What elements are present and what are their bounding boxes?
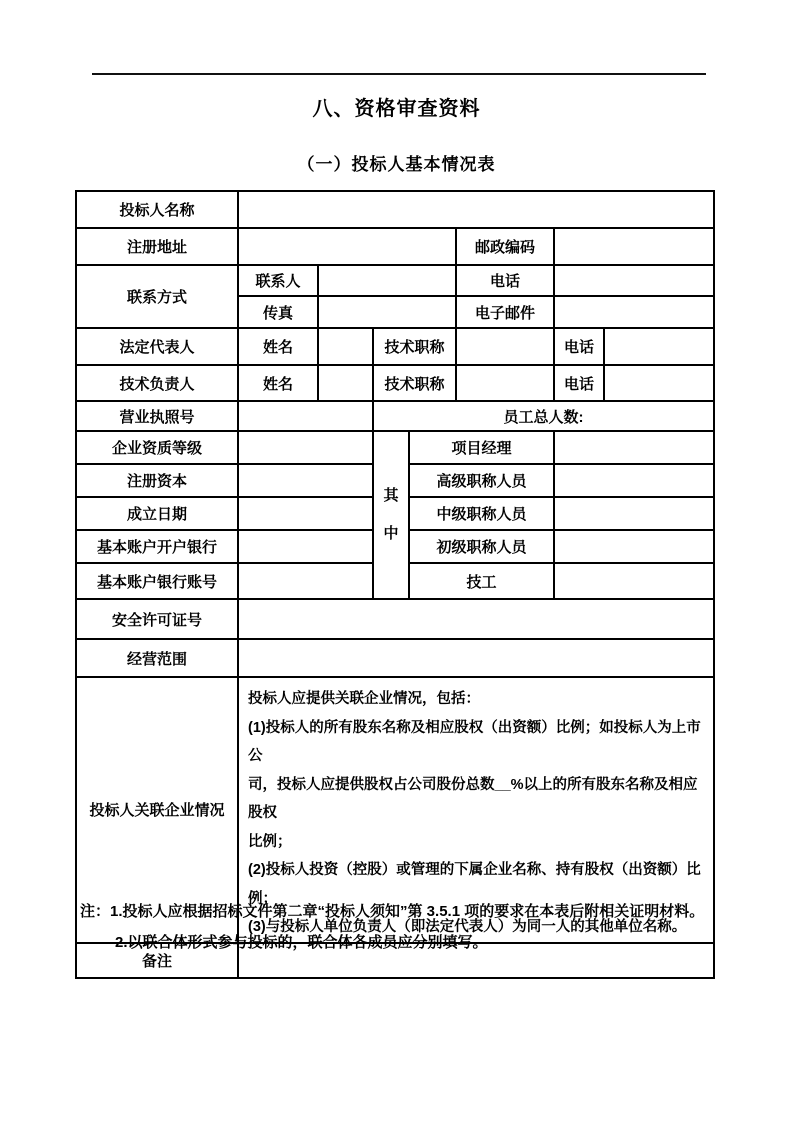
business-license-label: 营业执照号 — [76, 401, 238, 431]
technician-value — [554, 563, 714, 599]
tech-lead-name-label: 姓名 — [238, 365, 318, 401]
qualification-grade-value — [238, 431, 373, 464]
legal-rep-name-value — [318, 328, 373, 365]
tech-lead-phone-value — [604, 365, 714, 401]
affiliates-line: 比例； — [248, 833, 292, 850]
table-row — [76, 431, 714, 464]
postal-code-label: 邮政编码 — [456, 228, 554, 265]
founding-date-value — [238, 497, 373, 530]
table-row — [76, 265, 714, 296]
founding-date-label: 成立日期 — [76, 497, 238, 530]
affiliates-line: (1)投标人的所有股东名称及相应股权（出资额）比例；如投标人为上市公 — [248, 719, 701, 764]
among-which-label — [373, 431, 409, 599]
legal-rep-label: 法定代表人 — [76, 328, 238, 365]
bidder-name-value — [238, 191, 714, 228]
legal-rep-phone-label: 电话 — [554, 328, 604, 365]
address-value — [238, 228, 456, 265]
basic-account-number-value — [238, 563, 373, 599]
basic-account-number-label: 基本账户银行账号 — [76, 563, 238, 599]
contact-method-label: 联系方式 — [76, 265, 238, 328]
section-heading: 八、资格审查资料 — [312, 98, 481, 120]
bidder-info-table — [75, 190, 715, 979]
legal-rep-title-value — [456, 328, 554, 365]
project-manager-value — [554, 431, 714, 464]
technician-label: 技工 — [409, 563, 554, 599]
safety-license-value — [238, 599, 714, 639]
table-heading: （一）投标人基本情况表 — [297, 155, 496, 174]
email-label: 电子邮件 — [456, 296, 554, 328]
note-line-2: 2.以联合体形式参与投标的，联合体各成员应分别填写。 — [115, 934, 488, 951]
postal-code-value — [554, 228, 714, 265]
project-manager-label: 项目经理 — [409, 431, 554, 464]
table-row — [76, 365, 714, 401]
contact-person-label: 联系人 — [238, 265, 318, 296]
tech-lead-label: 技术负责人 — [76, 365, 238, 401]
affiliates-label: 投标人关联企业情况 — [76, 677, 238, 943]
total-employees-label: 员工总人数: — [373, 401, 714, 431]
junior-staff-value — [554, 530, 714, 563]
fax-value — [318, 296, 456, 328]
table-row — [76, 228, 714, 265]
basic-account-bank-label: 基本账户开户银行 — [76, 530, 238, 563]
safety-license-label: 安全许可证号 — [76, 599, 238, 639]
tech-lead-title-value — [456, 365, 554, 401]
tech-lead-phone-label: 电话 — [554, 365, 604, 401]
legal-rep-phone-value — [604, 328, 714, 365]
affiliates-line: (2)投标人投资（控股）或管理的下属企业名称、持有股权（出资额）比例； — [248, 862, 701, 907]
tech-lead-title-label: 技术职称 — [373, 365, 456, 401]
email-value — [554, 296, 714, 328]
fax-label: 传真 — [238, 296, 318, 328]
affiliates-line: (3)与投标人单位负责人（即法定代表人）为同一人的其他单位名称。 — [248, 919, 687, 935]
business-license-value — [238, 401, 373, 431]
table-row — [76, 639, 714, 677]
table-row — [76, 191, 714, 228]
remark-label: 备注 — [76, 943, 238, 978]
footnotes — [80, 896, 704, 958]
senior-staff-label: 高级职称人员 — [409, 464, 554, 497]
qualification-grade-label: 企业资质等级 — [76, 431, 238, 464]
mid-staff-label: 中级职称人员 — [409, 497, 554, 530]
contact-phone-label: 电话 — [456, 265, 554, 296]
business-scope-label: 经营范围 — [76, 639, 238, 677]
senior-staff-value — [554, 464, 714, 497]
address-label: 注册地址 — [76, 228, 238, 265]
bidder-name-label: 投标人名称 — [76, 191, 238, 228]
basic-account-bank-value — [238, 530, 373, 563]
affiliates-line: 司，投标人应提供股权占公司股份总数__%以上的所有股东名称及相应股权 — [248, 776, 698, 821]
affiliates-line: 投标人应提供关联企业情况，包括： — [248, 691, 480, 707]
table-row — [76, 599, 714, 639]
contact-phone-value — [554, 265, 714, 296]
mid-staff-value — [554, 497, 714, 530]
business-scope-value — [238, 639, 714, 677]
note-line-1: 注：1.投标人应根据招标文件第二章“投标人须知”第 3.5.1 项的要求在本表后附相关证明材料。 — [80, 903, 705, 920]
registered-capital-label: 注册资本 — [76, 464, 238, 497]
header-rule — [92, 73, 706, 75]
table-row — [76, 328, 714, 365]
among-which-text: 其中 — [383, 487, 399, 542]
legal-rep-title-label: 技术职称 — [373, 328, 456, 365]
legal-rep-name-label: 姓名 — [238, 328, 318, 365]
tech-lead-name-value — [318, 365, 373, 401]
junior-staff-label: 初级职称人员 — [409, 530, 554, 563]
contact-person-value — [318, 265, 456, 296]
registered-capital-value — [238, 464, 373, 497]
table-row — [76, 401, 714, 431]
